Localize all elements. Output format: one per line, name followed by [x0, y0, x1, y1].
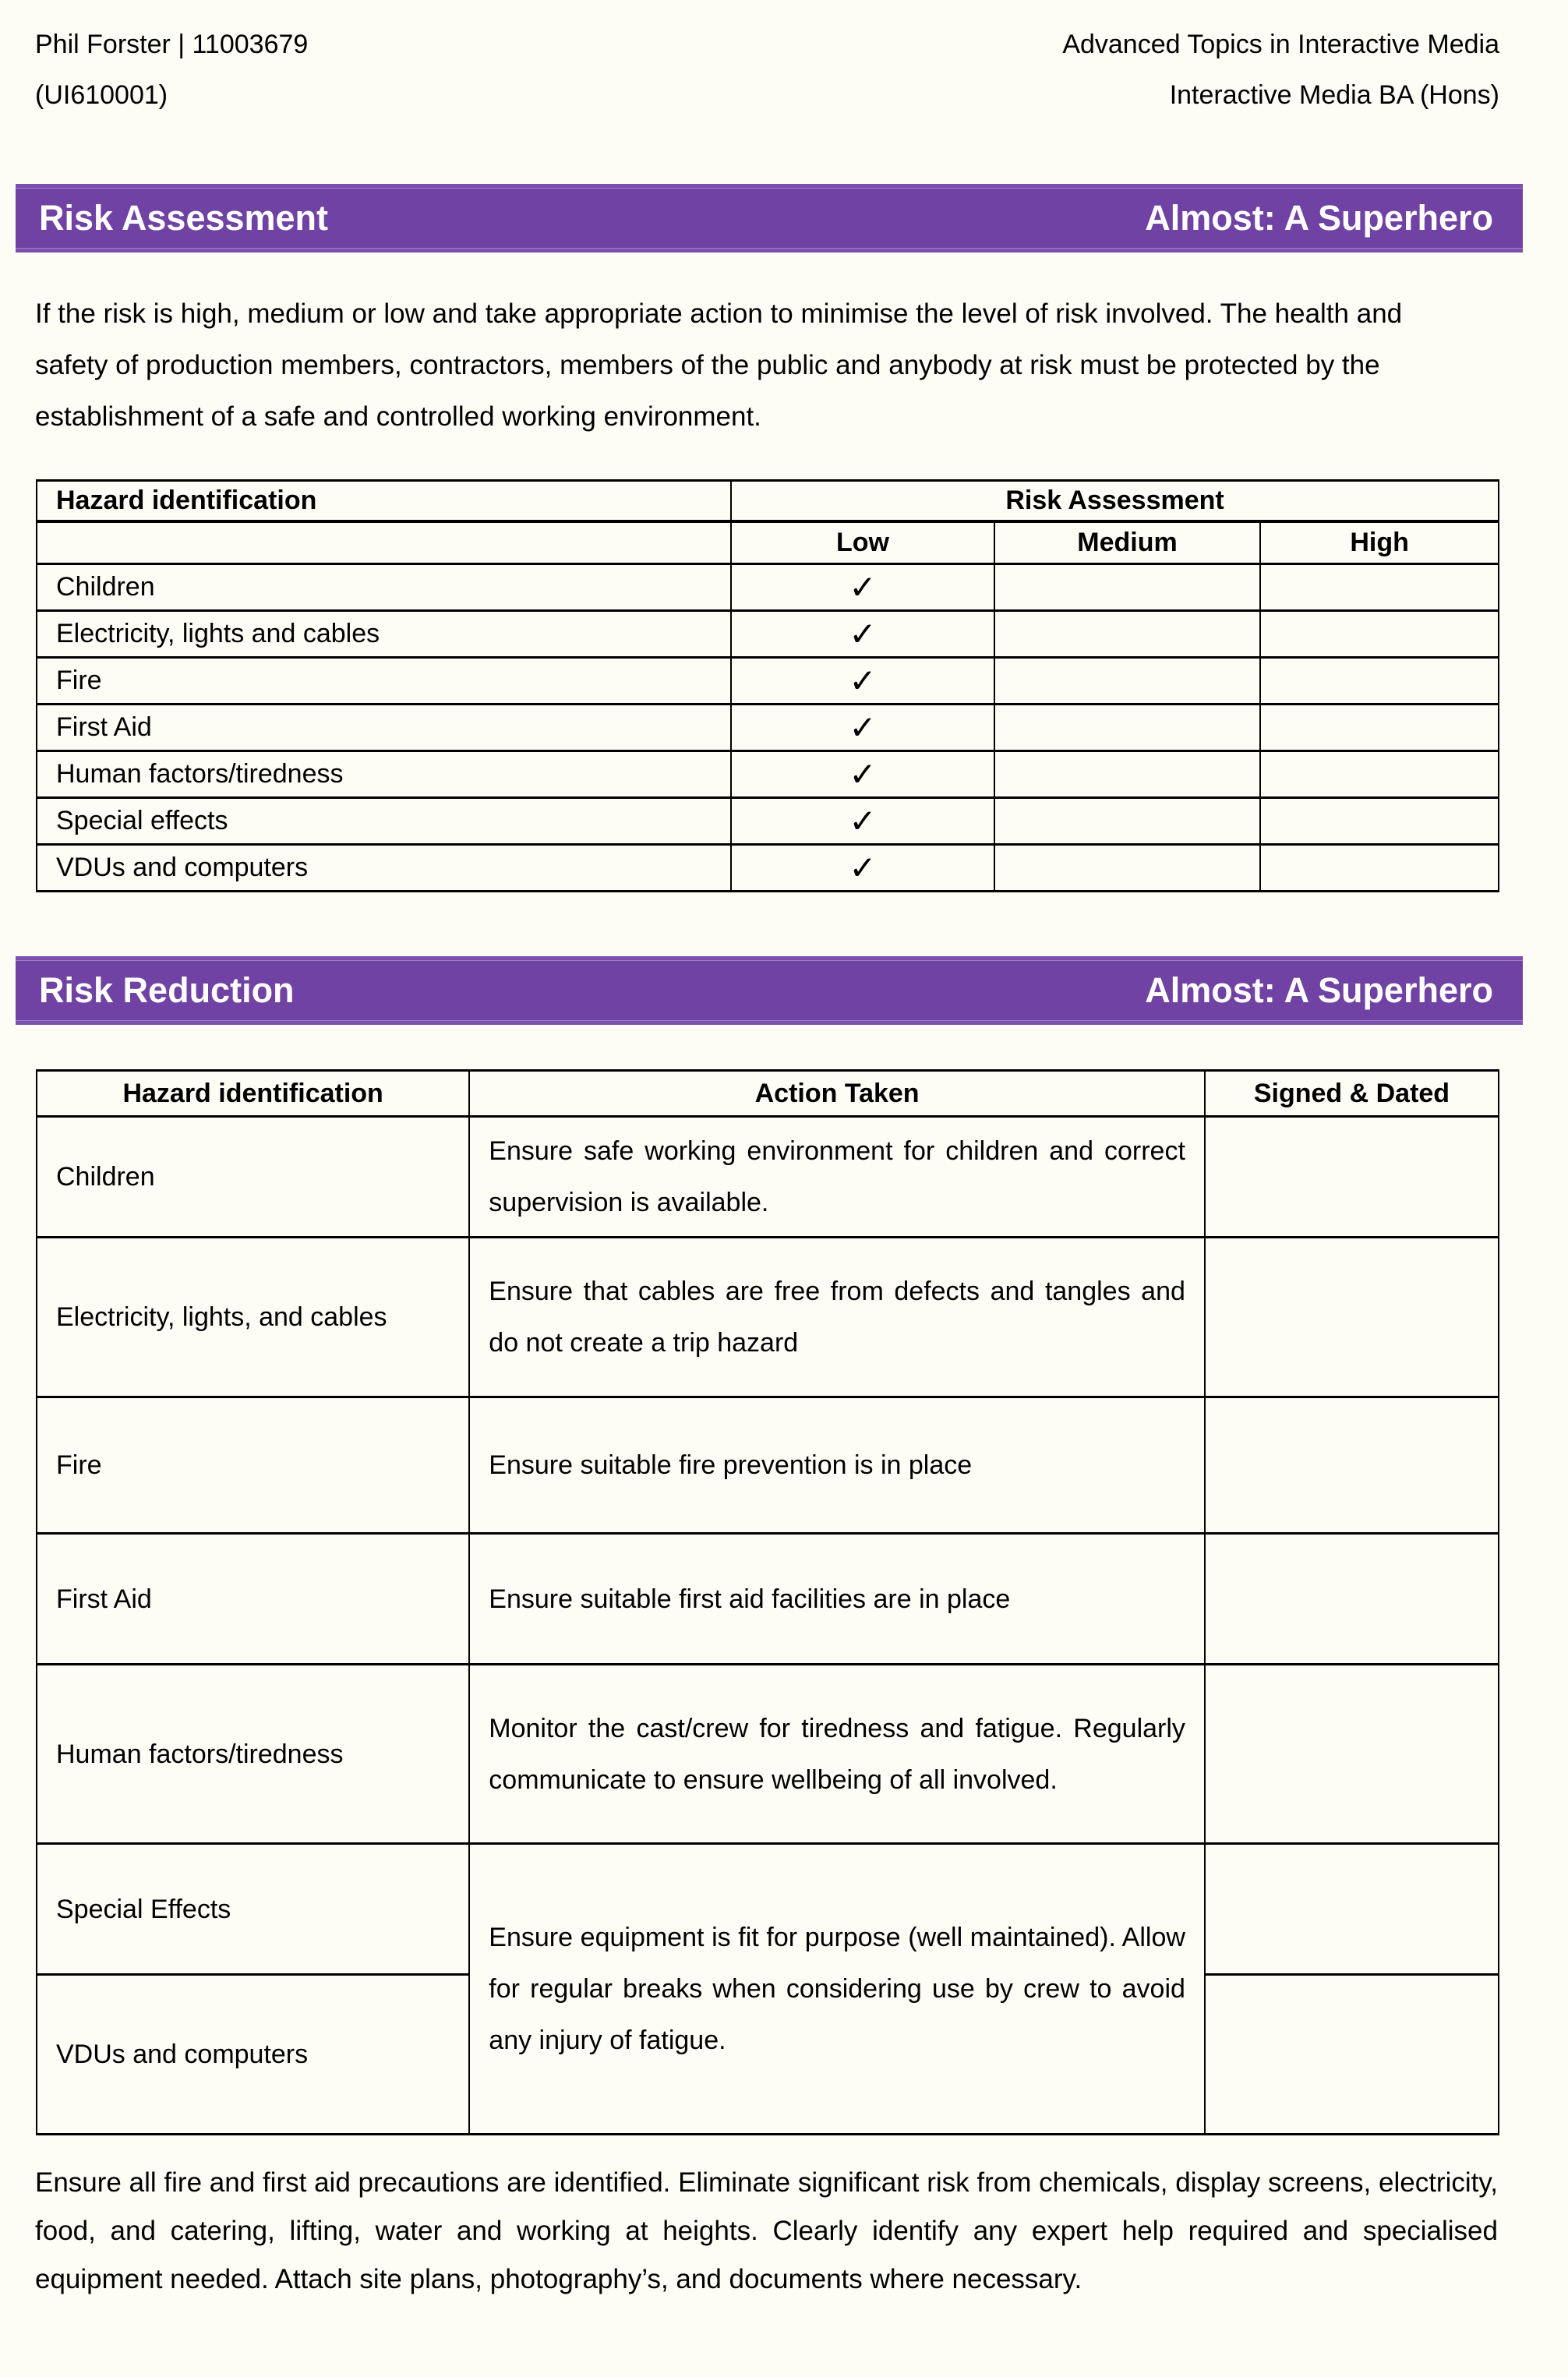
- risk-assessment-intro: If the risk is high, medium or low and take appropriate action to minimise the level of risk involved. The health and safety of production members, contractors, members of the public and anybody at risk must be protected by the establishment of a safe and controlled working environment.: [35, 298, 1403, 432]
- high-check-cell: [1260, 658, 1499, 705]
- medium-check-cell: [994, 611, 1260, 658]
- section-title: Risk Reduction: [39, 970, 295, 1010]
- hazard-row: [37, 845, 1499, 892]
- hazard-row: [37, 705, 1499, 751]
- hazard-row: [37, 611, 1499, 658]
- hazard-name-cell: VDUs and computers: [37, 1975, 469, 2135]
- student-name-id: Phil Forster | 11003679: [35, 30, 309, 59]
- medium-check-cell: [994, 658, 1260, 705]
- action-taken-cell: Ensure suitable first aid facilities are in place: [469, 1534, 1205, 1665]
- risk-reduction-banner: [16, 956, 1523, 1025]
- hazard-name-cell: Children: [37, 564, 731, 611]
- document-header: [35, 19, 1499, 121]
- signed-dated-cell: [1205, 1844, 1499, 1975]
- hazard-name-cell: Special Effects: [37, 1844, 469, 1975]
- high-check-cell: [1260, 845, 1499, 892]
- risk-reduction-table: [36, 1069, 1499, 2135]
- hazard-name-cell: Electricity, lights, and cables: [37, 1238, 469, 1397]
- hazard-name-cell: Fire: [37, 658, 731, 705]
- risk-reduction-note: Ensure all fire and first aid precautions are identified. Eliminate significant risk from chemicals, display screens, electricity, food, and catering, lifting, water and working at heights. Clearly identify any expert help required and specialised equipment needed. Attach site plans, photography’s, and documents where necessary.: [35, 2167, 1498, 2294]
- module-title: Advanced Topics in Interactive Media: [1062, 30, 1499, 59]
- reduction-row: [37, 1117, 1499, 1238]
- action-taken-cell: Ensure that cables are free from defects and tangles and do not create a trip hazard: [469, 1238, 1205, 1397]
- hazard-row: [37, 658, 1499, 705]
- reduction-row: [37, 1238, 1499, 1397]
- hazard-name-cell: Human factors/tiredness: [37, 1665, 469, 1844]
- signed-dated-cell: [1205, 1238, 1499, 1397]
- low-check-cell: ✓: [731, 611, 994, 658]
- hazard-name-cell: Fire: [37, 1397, 469, 1534]
- reduction-row: [37, 1534, 1499, 1665]
- high-header: High: [1260, 521, 1499, 564]
- hazard-identification-header: Hazard identification: [37, 481, 731, 521]
- low-check-cell: ✓: [731, 705, 994, 751]
- hazard-name-cell: VDUs and computers: [37, 845, 731, 892]
- hazard-row: [37, 798, 1499, 845]
- reduction-row: [37, 1844, 1499, 1975]
- empty-header-cell: [37, 521, 731, 564]
- risk-assessment-banner: [16, 184, 1523, 253]
- table-header-row: [37, 1071, 1499, 1117]
- medium-check-cell: [994, 798, 1260, 845]
- signed-dated-header: Signed & Dated: [1205, 1071, 1499, 1117]
- hazard-name-cell: Electricity, lights and cables: [37, 611, 731, 658]
- signed-dated-cell: [1205, 1117, 1499, 1238]
- medium-check-cell: [994, 705, 1260, 751]
- high-check-cell: [1260, 751, 1499, 798]
- high-check-cell: [1260, 705, 1499, 751]
- signed-dated-cell: [1205, 1665, 1499, 1844]
- hazard-row: [37, 751, 1499, 798]
- medium-check-cell: [994, 845, 1260, 892]
- document-header-left: [35, 19, 308, 121]
- signed-dated-cell: [1205, 1534, 1499, 1665]
- low-check-cell: ✓: [731, 658, 994, 705]
- hazard-name-cell: First Aid: [37, 705, 731, 751]
- signed-dated-cell: [1205, 1397, 1499, 1534]
- table-subheader-row: [37, 521, 1499, 564]
- high-check-cell: [1260, 564, 1499, 611]
- low-check-cell: ✓: [731, 751, 994, 798]
- medium-check-cell: [994, 751, 1260, 798]
- high-check-cell: [1260, 611, 1499, 658]
- medium-header: Medium: [994, 521, 1260, 564]
- risk-assessment-group-header: Risk Assessment: [731, 481, 1499, 521]
- action-taken-cell: Ensure suitable fire prevention is in place: [469, 1397, 1205, 1534]
- action-taken-cell: Monitor the cast/crew for tiredness and fatigue. Regularly communicate to ensure wellbeing of all involved.: [469, 1665, 1205, 1844]
- document-header-right: [1062, 19, 1499, 121]
- hazard-name-cell: Human factors/tiredness: [37, 751, 731, 798]
- risk-assessment-table: [36, 479, 1499, 892]
- reduction-row: [37, 1397, 1499, 1534]
- hazard-name-cell: First Aid: [37, 1534, 469, 1665]
- project-title: Almost: A Superhero: [1145, 970, 1493, 1010]
- low-check-cell: ✓: [731, 845, 994, 892]
- hazard-name-cell: Children: [37, 1117, 469, 1238]
- low-check-cell: ✓: [731, 564, 994, 611]
- action-taken-cell: Ensure safe working environment for children and correct supervision is available.: [469, 1117, 1205, 1238]
- course-name: Interactive Media BA (Hons): [1169, 80, 1499, 110]
- action-taken-merged-cell: Ensure equipment is fit for purpose (well maintained). Allow for regular breaks when considering use by crew to avoid any injury of fatigue.: [469, 1844, 1205, 2135]
- table-header-row: [37, 481, 1499, 521]
- hazard-name-cell: Special effects: [37, 798, 731, 845]
- signed-dated-cell: [1205, 1975, 1499, 2135]
- medium-check-cell: [994, 564, 1260, 611]
- high-check-cell: [1260, 798, 1499, 845]
- hazard-identification-header: Hazard identification: [37, 1071, 469, 1117]
- low-header: Low: [731, 521, 994, 564]
- project-title: Almost: A Superhero: [1145, 198, 1493, 238]
- hazard-row: [37, 564, 1499, 611]
- reduction-row: [37, 1665, 1499, 1844]
- action-taken-header: Action Taken: [469, 1071, 1205, 1117]
- unit-code: (UI610001): [35, 80, 168, 110]
- low-check-cell: ✓: [731, 798, 994, 845]
- section-title: Risk Assessment: [39, 198, 329, 238]
